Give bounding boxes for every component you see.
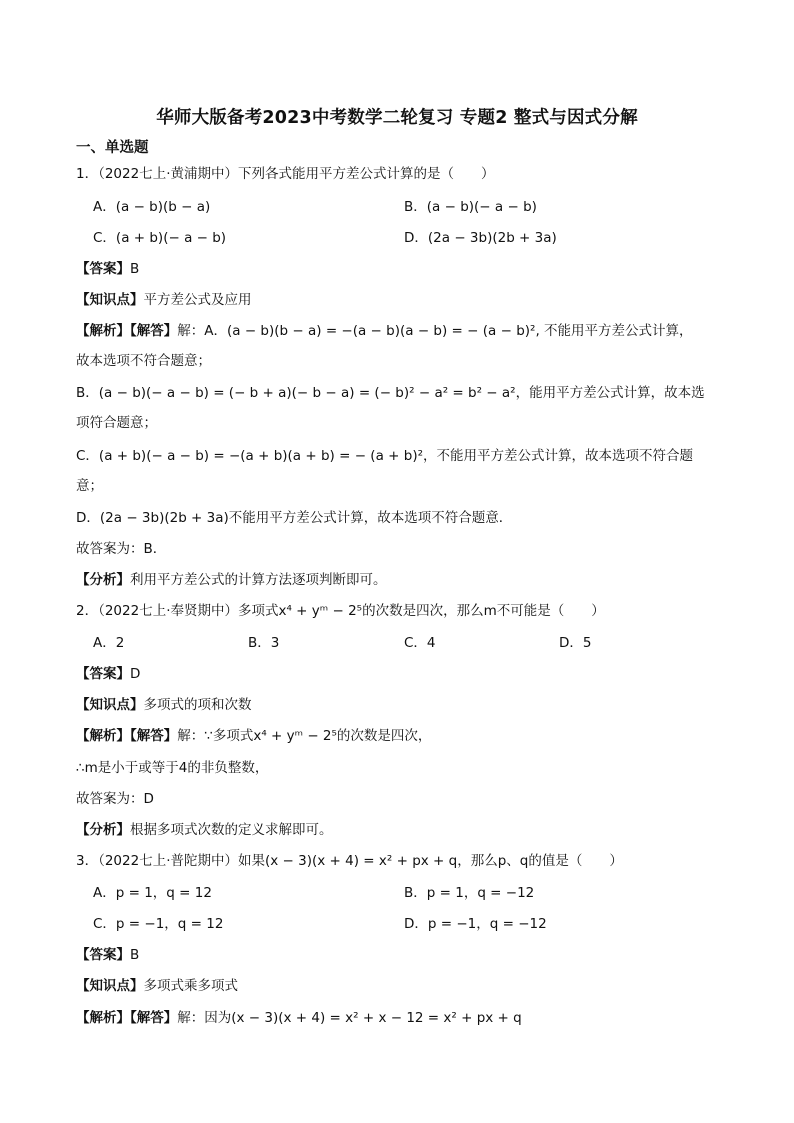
q2-reasoning: 根据多项式次数的定义求解即可。 [130, 822, 333, 838]
q1-answer-row [76, 259, 139, 279]
q2-solution-1: 解：∵多项式x⁴ + yᵐ − 2⁵的次数是四次， [177, 728, 432, 744]
q1-option-c: C．(a + b)(− a − b) [93, 230, 227, 246]
document-title: 华师大版备考2023中考数学二轮复习 专题2 整式与因式分解 [156, 108, 638, 128]
q3-solution-row [76, 1008, 522, 1028]
q1-knowledge-row [76, 290, 252, 310]
q2-conclusion: 故答案为：D [76, 791, 154, 807]
analysis-tag: 【解析】 [76, 1010, 130, 1026]
q1-solution-d: D．(2a − 3b)(2b + 3a)不能用平方差公式计算，故本选项不符合题意． [76, 510, 513, 526]
q2-solution-2: ∴m是小于或等于4的非负整数， [76, 760, 269, 776]
q2-answer-row [76, 664, 140, 684]
q1-option-b: B．(a − b)(− a − b) [404, 199, 537, 215]
q3-option-d: D．p = −1，q = −12 [404, 916, 547, 932]
analysis-tag: 【解析】 [76, 728, 130, 744]
q2-option-b: B．3 [248, 635, 280, 651]
analysis-tag: 【解析】 [76, 323, 130, 339]
reasoning-tag: 【分析】 [76, 822, 130, 838]
knowledge-tag: 【知识点】 [76, 292, 144, 308]
solution-tag: 【解答】 [130, 323, 178, 339]
q2-stem: 2．（2022七上·奉贤期中）多项式x⁴ + yᵐ − 2⁵的次数是四次，那么m不可能是（ ） [76, 603, 605, 619]
q1-answer: B [130, 261, 140, 277]
q1-solution-b1: B．(a − b)(− a − b) = (− b + a)(− b − a) = (− b)² − a² = b² − a²，能用平方差公式计算，故本选 [76, 385, 705, 401]
q1-solution-c1: C．(a + b)(− a − b) = −(a + b)(a + b) = − (a + b)²，不能用平方差公式计算，故本选项不符合题 [76, 448, 693, 464]
q3-option-b: B．p = 1，q = −12 [404, 885, 535, 901]
q3-answer-row [76, 945, 139, 965]
q1-solution-a1: 解：A．(a − b)(b − a) = −(a − b)(a − b) = − (a − b)², 不能用平方差公式计算， [177, 323, 693, 339]
q3-stem: 3．（2022七上·普陀期中）如果(x − 3)(x + 4) = x² + px + q，那么p、q的值是（ ） [76, 853, 623, 869]
answer-tag: 【答案】 [76, 666, 130, 682]
q1-option-a: A．(a − b)(b − a) [93, 199, 211, 215]
q3-option-a: A．p = 1，q = 12 [93, 885, 212, 901]
q3-solution-1: 解：因为(x − 3)(x + 4) = x² + x − 12 = x² + px + q [177, 1010, 522, 1026]
q3-knowledge: 多项式乘多项式 [143, 978, 238, 994]
q3-answer: B [130, 947, 140, 963]
q2-option-a: A．2 [93, 635, 125, 651]
q1-solution-a2: 故本选项不符合题意； [76, 353, 211, 369]
solution-tag: 【解答】 [130, 1010, 178, 1026]
q2-knowledge-row [76, 695, 252, 715]
q1-option-d: D．(2a − 3b)(2b + 3a) [404, 230, 557, 246]
q2-answer: D [130, 666, 141, 682]
q1-solution-row [76, 321, 693, 341]
q3-option-c: C．p = −1，q = 12 [93, 916, 224, 932]
q1-knowledge: 平方差公式及应用 [143, 292, 252, 308]
answer-tag: 【答案】 [76, 947, 130, 963]
q1-solution-c2: 意； [76, 478, 103, 494]
q2-reasoning-row [76, 820, 333, 840]
knowledge-tag: 【知识点】 [76, 697, 144, 713]
reasoning-tag: 【分析】 [76, 572, 130, 588]
q1-reasoning: 利用平方差公式的计算方法逐项判断即可。 [130, 572, 387, 588]
q2-solution-row [76, 726, 431, 746]
q1-stem: 1．（2022七上·黄浦期中）下列各式能用平方差公式计算的是（ ） [76, 166, 495, 182]
solution-tag: 【解答】 [130, 728, 178, 744]
q2-option-c: C．4 [404, 635, 436, 651]
q1-reasoning-row [76, 570, 387, 590]
knowledge-tag: 【知识点】 [76, 978, 144, 994]
q1-solution-b2: 项符合题意； [76, 415, 157, 431]
q2-option-d: D．5 [559, 635, 592, 651]
section-heading: 一、单选题 [76, 140, 149, 156]
q1-conclusion: 故答案为：B． [76, 541, 167, 557]
answer-tag: 【答案】 [76, 261, 130, 277]
q3-knowledge-row [76, 976, 238, 996]
q2-knowledge: 多项式的项和次数 [143, 697, 252, 713]
